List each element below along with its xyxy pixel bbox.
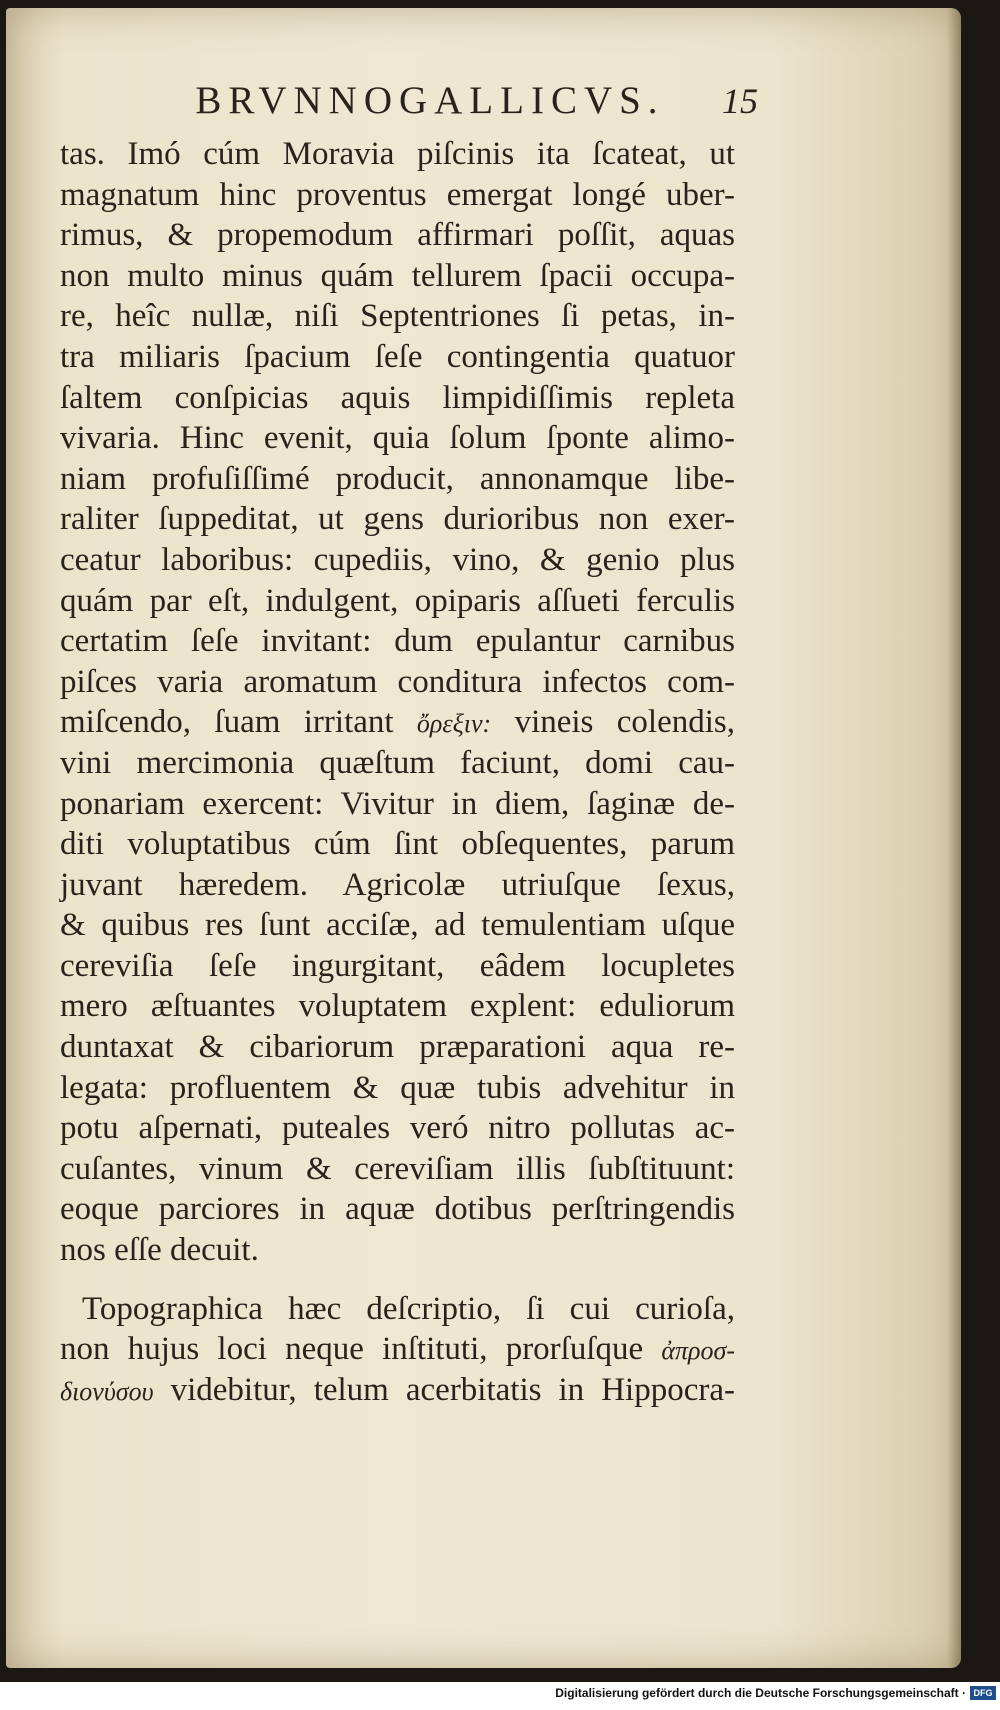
paragraph-2 — [60, 1289, 735, 1411]
text-line: mero æſtuantes voluptatem explent: eduliorum — [60, 988, 735, 1025]
running-title: BRVNNOGALLICVS. — [195, 79, 665, 122]
text-line: certatim ſeſe invitant: dum epulantur carnibus — [60, 623, 735, 660]
text-line: piſces varia aromatum conditura infectos com- — [60, 663, 735, 700]
folio-number: 15 — [722, 81, 758, 121]
text-line: Topographica hæc deſcriptio, ſi cui curioſa, — [82, 1290, 735, 1327]
text-line: ſaltem conſpicias aquis limpidiſſimis repleta — [60, 379, 735, 416]
text-line: tra miliaris ſpacium ſeſe contingentia quatuor — [60, 338, 735, 375]
text-line: quám par eſt, indulgent, opiparis aſſueti ferculis — [60, 582, 735, 619]
text-line: potu aſpernati, puteales veró nitro pollutas ac- — [60, 1110, 735, 1147]
text-segment: vineis colendis, — [491, 704, 735, 741]
text-line: eoque parciores in aquæ dotibus perſtringendis — [60, 1191, 735, 1228]
text-segment: non hujus loci neque inſtituti, prorſuſque — [60, 1331, 662, 1368]
text-line: ponariam exercent: Vivitur in diem, ſaginæ de- — [60, 785, 735, 822]
page-edge-shadow — [947, 8, 961, 1668]
text-line — [60, 702, 735, 743]
text-line: non multo minus quám tellurem ſpacii occupa- — [60, 257, 735, 294]
dfg-logo: DFG — [970, 1686, 996, 1700]
text-segment: videbitur, telum acerbitatis in Hippocra- — [153, 1371, 735, 1408]
text-block — [60, 134, 735, 1410]
text-line: duntaxat & cibariorum præparationi aqua re- — [60, 1029, 735, 1066]
greek-word: διονύσου — [60, 1376, 154, 1406]
text-line: raliter ſuppeditat, ut gens durioribus non exer- — [60, 501, 735, 538]
text-line: ceatur laboribus: cupediis, vino, & genio plus — [60, 541, 735, 578]
text-line: tas. Imó cúm Moravia piſcinis ita ſcateat, ut — [60, 136, 735, 172]
text-line: cereviſia ſeſe ingurgitant, eâdem locupletes — [60, 947, 735, 984]
text-line: magnatum hinc proventus emergat longé uber- — [60, 176, 735, 213]
text-line: diti voluptatibus cúm ſint obſequentes, parum — [60, 826, 735, 863]
text-line: vivaria. Hinc evenit, quia ſolum ſponte alimo- — [60, 420, 735, 457]
text-line: niam profuſiſſimé producit, annonamque libe- — [60, 460, 735, 497]
digitization-credit: Digitalisierung gefördert durch die Deutsche Forschungsgemeinschaft · — [555, 1686, 966, 1700]
text-line: vini mercimonia quæſtum faciunt, domi cau- — [60, 744, 735, 781]
text-line: rimus, & propemodum affirmari poſſit, aquas — [60, 217, 735, 254]
text-line: re, heîc nullæ, niſi Septentriones ſi petas, in- — [60, 298, 735, 335]
text-line: cuſantes, vinum & cereviſiam illis ſubſtituunt: — [60, 1150, 735, 1187]
greek-word: ὄρεξιν: — [416, 709, 492, 739]
paragraph-1 — [60, 134, 735, 1271]
text-line: legata: profluentem & quæ tubis advehitur in — [60, 1069, 735, 1106]
text-line — [60, 1329, 735, 1370]
paragraph-gap — [60, 1271, 735, 1289]
text-line: juvant hæredem. Agricolæ utriuſque ſexus, — [60, 866, 735, 903]
greek-word: ἀπροσ- — [661, 1336, 735, 1366]
text-line — [60, 1370, 735, 1411]
text-line: nos eſſe decuit. — [60, 1232, 259, 1269]
text-line: & quibus res ſunt acciſæ, ad temulentiam uſque — [60, 907, 735, 944]
text-segment: miſcendo, ſuam irritant — [60, 704, 417, 741]
